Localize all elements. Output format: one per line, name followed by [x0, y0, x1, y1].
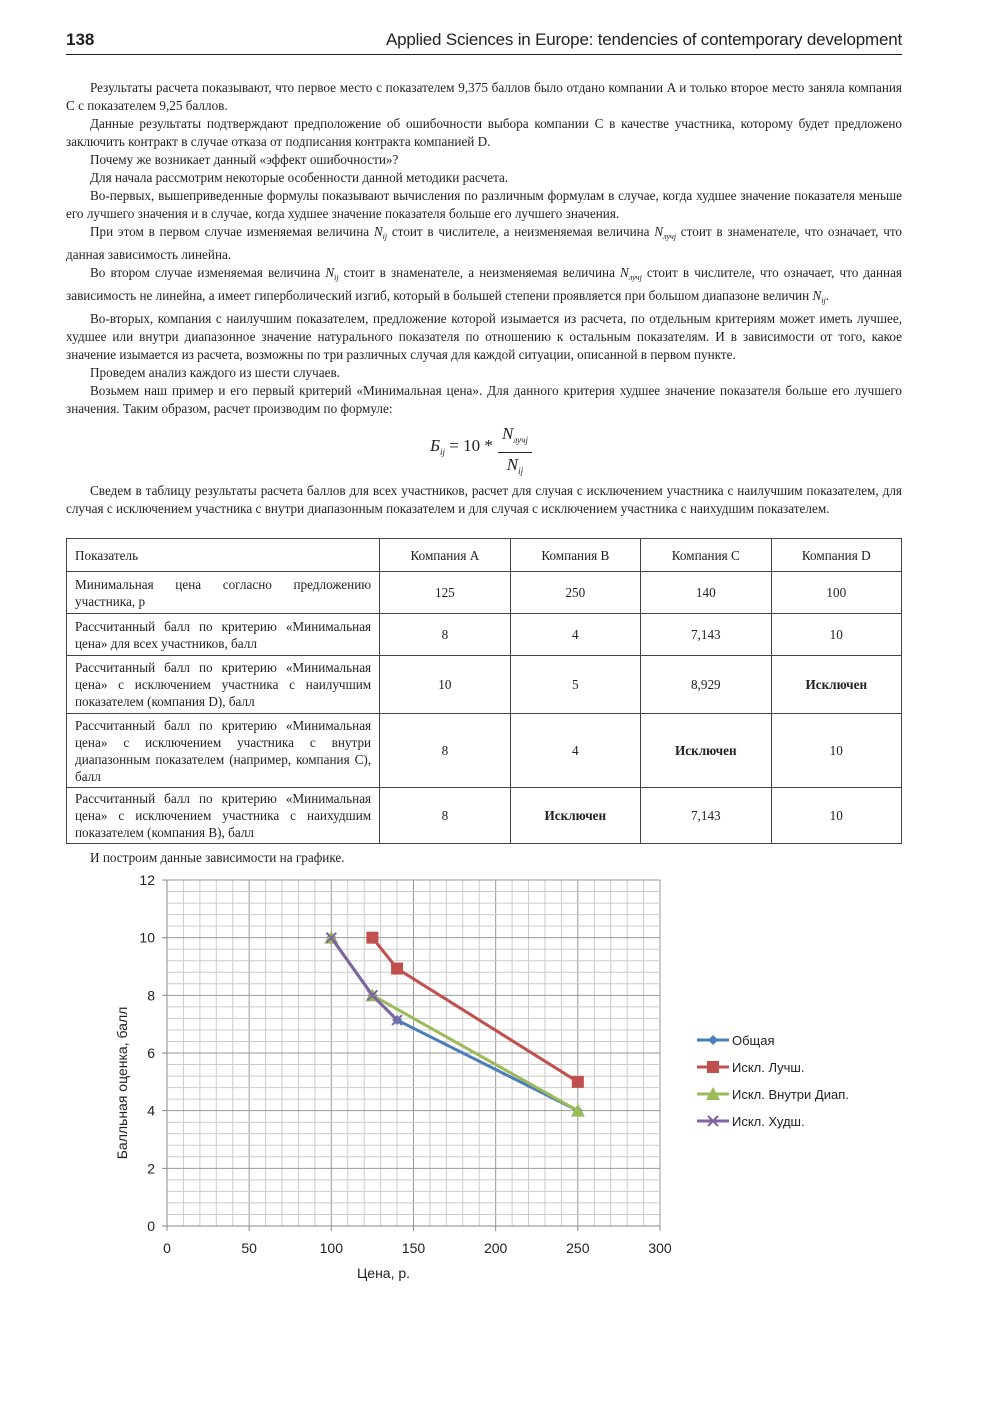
marker-square [366, 932, 378, 944]
paragraph: Во-первых, вышеприведенные формулы показывают вычисления по различным формулам в случае, когда худшее значение показателя меньше его лучшего значения и в случае, когда худшее значение показателя больше его лучшего значения. [66, 188, 902, 221]
journal-title: Applied Sciences in Europe: tendencies of contemporary development [385, 30, 902, 49]
header-cell: Компания A [380, 539, 510, 572]
chart-axes [139, 872, 671, 1256]
legend-item [697, 1114, 805, 1129]
x-axis-label: Цена, р. [356, 1265, 411, 1281]
table-row: Рассчитанный балл по критерию «Минимальная цена» с исключением участника с внутри диапазонным показателем (например, компания C), балл 8 4 Исключен 10 [67, 714, 902, 788]
paragraph: При этом в первом случае изменяемая величина $N_{ij}$ стоит в числителе, а неизменяемая величина $N_{лучj}$ стоит в знаменателе, что означает, что данная зависимость линейна. [66, 224, 903, 262]
legend-item [697, 1060, 804, 1075]
body-text-1 [66, 79, 902, 418]
legend-label: Искл. Худш. [732, 1114, 805, 1129]
series-line [331, 938, 577, 1111]
x-tick-label: 50 [241, 1240, 257, 1256]
y-tick-label: 6 [147, 1045, 155, 1061]
table-row: Минимальная цена согласно предложению участника, р 125 250 140 100 [67, 572, 902, 614]
marker-diamond [708, 1035, 718, 1045]
results-table [66, 538, 902, 844]
header-cell: Компания B [510, 539, 640, 572]
formula-fraction: $N_{лучj}$ $N_{ij}$ [498, 422, 532, 483]
x-tick-label: 0 [163, 1240, 171, 1256]
legend-item [697, 1087, 849, 1102]
page-header [66, 28, 902, 55]
line-chart [0, 860, 985, 1300]
y-tick-label: 10 [139, 929, 155, 946]
y-axis-label: Балльная оценка, балл [114, 1006, 130, 1160]
header-cell: Показатель [67, 539, 380, 572]
y-tick-label: 2 [147, 1160, 155, 1177]
page-number: 138 [66, 30, 95, 49]
paragraph: Проведем анализ каждого из шести случаев. [90, 365, 340, 380]
paragraph: Возьмем наш пример и его первый критерий «Минимальная цена». Для данного критерия худшее значение показателя больше его лучшего значения. Таким образом, расчет производим по формуле: [66, 383, 902, 416]
header-cell: Компания C [641, 539, 771, 572]
x-tick-label: 100 [319, 1240, 344, 1256]
series-0 [326, 933, 582, 1116]
table-intro: Сведем в таблицу результаты расчета баллов для всех участников, расчет для случая с исключением участника с наилучшим показателем, для случая с исключением участника с внутри диапазонным показателем и для случая с исключением участника с наихудшим показателем. [66, 483, 902, 516]
chart-series [324, 931, 584, 1117]
chart-legend [697, 1033, 849, 1129]
chart-grid [167, 880, 660, 1226]
table-header-row [67, 539, 902, 572]
paragraph: Во-вторых, компания с наилучшим показателем, предложение которой изымается из расчета, по отдельным критериям может иметь лучшее, худшее или внутри диапазонное значение натурального показателя по отношению к остальным показателям. И в зависимости от того, какое значение изымается из расчета, возможны по три различных случая для каждой ситуации, описанной в первом пункте. [66, 311, 902, 362]
y-tick-label: 8 [147, 987, 155, 1004]
series-line [331, 938, 577, 1111]
y-tick-label: 0 [147, 1218, 155, 1234]
legend-label: Общая [732, 1033, 775, 1048]
header-cell: Компания D [771, 539, 901, 572]
paragraph: Во втором случае изменяемая величина $N_{ij}$ стоит в знаменателе, а неизменяемая величина $N_{лучj}$ стоит в числителе, что означает, что данная зависимость не линейна, а имеет гиперболический изгиб, который в большей степени проявляется при большом диапазоне величин $N_{ij}$. [66, 265, 902, 305]
y-tick-label: 12 [139, 872, 155, 888]
y-tick-label: 4 [147, 1102, 155, 1119]
x-tick-label: 250 [566, 1240, 590, 1256]
marker-square [391, 963, 403, 975]
formula: $Б_{ij} = 10$ * $N_{лучj}$ $N_{ij}$ [430, 422, 570, 472]
chart-caption: И построим данные зависимости на графике. [90, 850, 345, 865]
table-row: Рассчитанный балл по критерию «Минимальная цена» с исключением участника с наихудшим показателем (компания B), балл 8 Исключен 7,143 10 [67, 788, 902, 844]
legend-label: Искл. Лучш. [732, 1060, 805, 1075]
x-tick-label: 200 [483, 1240, 508, 1256]
legend-item [697, 1033, 775, 1048]
table-row: Рассчитанный балл по критерию «Минимальная цена» с исключением участника с наилучшим показателем (компания D), балл 10 5 8,929 Исключен [67, 656, 902, 714]
paragraph: Почему же возникает данный «эффект ошибочности»? [90, 152, 399, 167]
paragraph: Данные результаты подтверждают предположение об ошибочности выбора компании C в качестве участника, которому будет предложено заключить контракт в случае отказа от подписания контракта компанией D. [66, 116, 902, 149]
paragraph: Для начала рассмотрим некоторые особенности данной методики расчета. [90, 170, 509, 185]
marker-square [572, 1076, 584, 1088]
series-2 [324, 931, 584, 1117]
x-tick-label: 300 [648, 1240, 672, 1256]
table-row: Рассчитанный балл по критерию «Минимальная цена» для всех участников, балл 8 4 7,143 10 [67, 614, 902, 656]
legend-label: Искл. Внутри Диап. [732, 1087, 849, 1102]
paragraph: Результаты расчета показывают, что первое место с показателем 9,375 баллов было отдано компании A и только второе место заняла компания C с показателем 9,25 баллов. [66, 80, 902, 113]
marker-square [707, 1061, 719, 1073]
marker-triangle [571, 1104, 585, 1117]
x-tick-label: 150 [401, 1240, 426, 1256]
